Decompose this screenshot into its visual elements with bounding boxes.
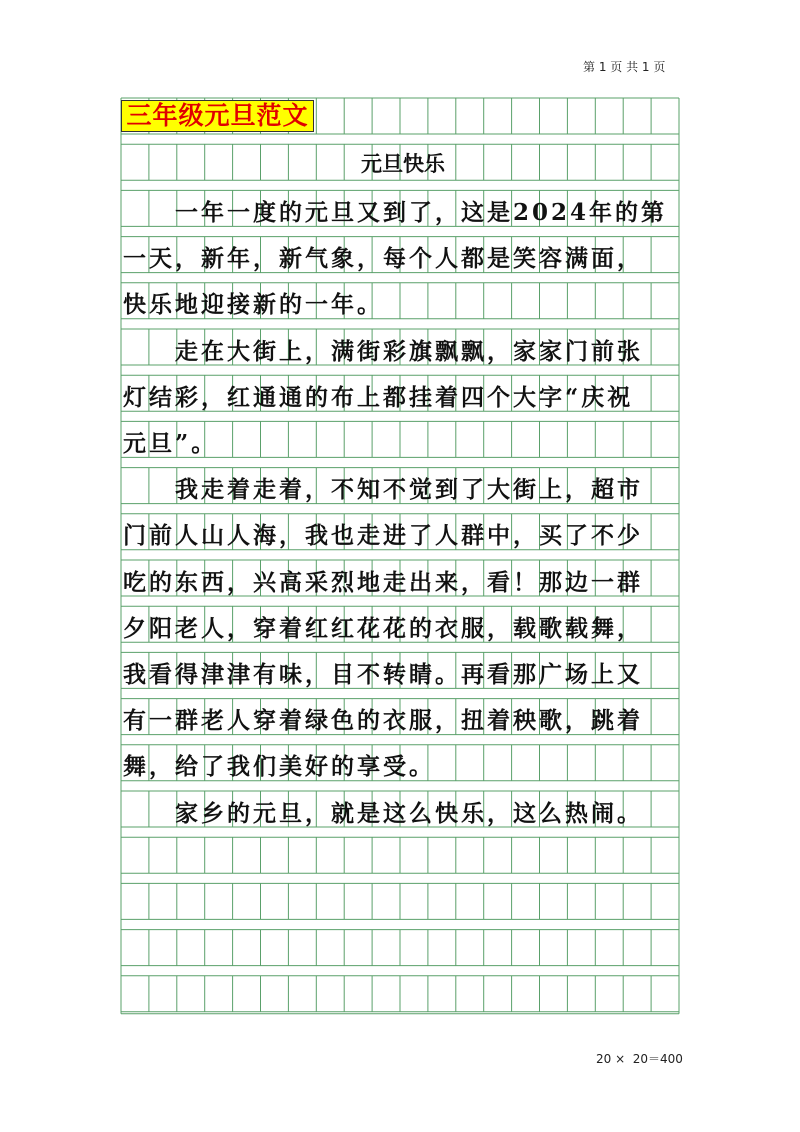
- essay-line: 舞，给了我们美好的享受。: [123, 753, 435, 781]
- essay-line: 元旦”。: [123, 430, 218, 457]
- grid-count: 20 × 20＝400: [596, 1052, 683, 1066]
- essay-line: 有一群老人穿着绿色的衣服，扭着秧歌，跳着: [123, 707, 643, 735]
- essay-category-label: 三年级元旦范文: [121, 100, 314, 132]
- essay-line: 快乐地迎接新的一年。: [123, 291, 383, 319]
- essay-line: 一天，新年，新气象，每个人都是笑容满面，: [123, 245, 643, 273]
- essay-line: 一年一度的元旦又到了，这是2024年的第: [123, 199, 668, 226]
- essay-line: 吃的东西，兴高采烈地走出来，看！那边一群: [123, 568, 643, 596]
- essay-line: 灯结彩，红通通的布上都挂着四个大字“庆祝: [123, 383, 634, 411]
- essay-line: 夕阳老人，穿着红红花花的衣服，载歌载舞，: [123, 614, 643, 642]
- essay-line: 家乡的元旦，就是这么快乐，这么热闹。: [123, 799, 643, 827]
- essay-line: 我看得津津有味，目不转睛。再看那广场上又: [123, 661, 643, 688]
- page-number: 第 1 页 共 1 页: [583, 60, 666, 74]
- essay-line: 门前人山人海，我也走进了人群中，买了不少: [123, 522, 643, 550]
- essay-title: 元旦快乐: [361, 151, 445, 176]
- essay-line: 走在大街上，满街彩旗飘飘，家家门前张: [123, 337, 643, 365]
- essay-line: 我走着走着，不知不觉到了大街上，超市: [123, 476, 643, 504]
